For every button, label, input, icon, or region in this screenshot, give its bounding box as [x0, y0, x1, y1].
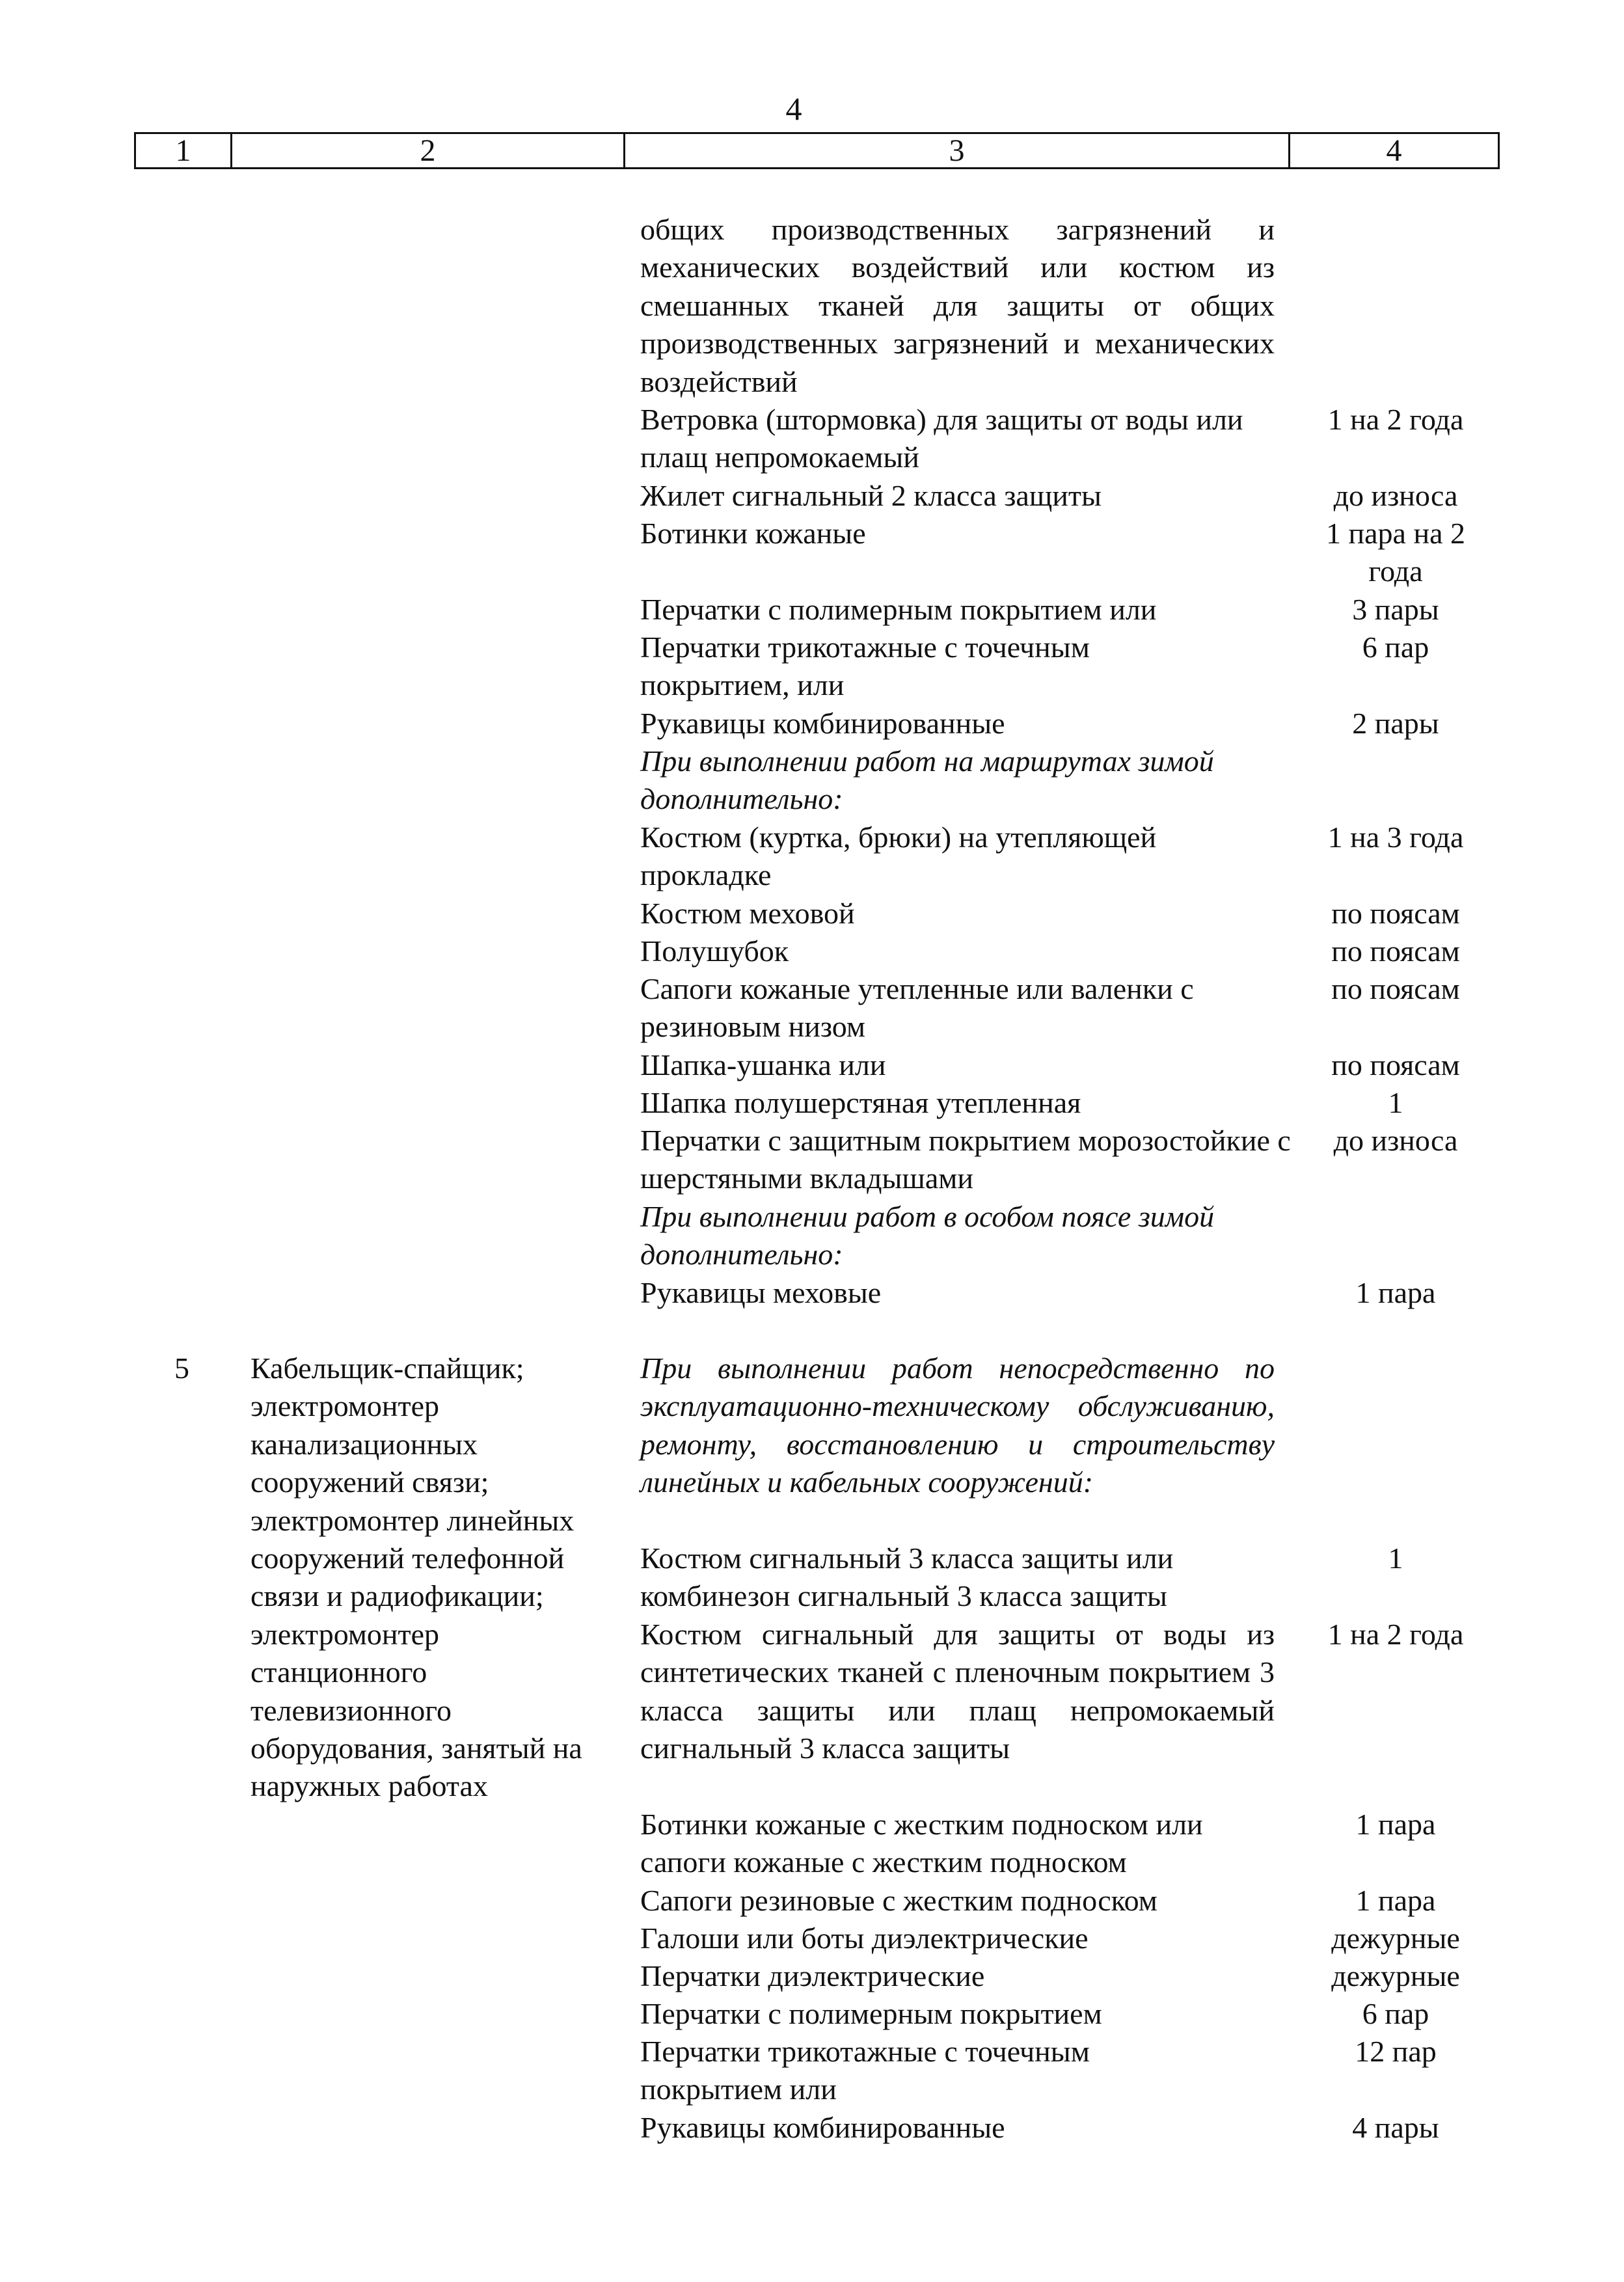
item-name: Перчатки трикотажные с точечным покрытием или — [640, 2035, 1090, 2106]
item-name: Шапка полушерстяная утепленная — [640, 1086, 1081, 1119]
winter-heading: При выполнении работ на маршрутах зимой дополнительно: — [640, 744, 1214, 816]
item-norm: 1 — [1388, 1086, 1403, 1119]
item-norm: 1 — [1388, 1542, 1403, 1575]
page-number: 4 — [785, 90, 802, 127]
item-norm: дежурные — [1331, 1922, 1460, 1955]
item-name: Перчатки с полимерным покрытием или — [640, 593, 1157, 626]
item-norm: 1 пара — [1355, 1276, 1436, 1309]
item-norm: 6 пар — [1362, 1997, 1429, 2030]
item-name: Сапоги резиновые с жестким подноском — [640, 1884, 1157, 1917]
profession-cell: Кабельщик-спайщик; электромонтер канализационных сооружений связи; электромонтер линейных сооружений телефонной связи и радиофикации; электромонтер станционного телевизионного оборудования, занятый на наружных работах — [250, 1352, 582, 1803]
item-name: Сапоги кожаные утепленные или валенки с резиновым низом — [640, 972, 1194, 1044]
item-norm: дежурные — [1331, 1959, 1460, 1992]
row-number: 5 — [174, 1352, 189, 1385]
item-norm: 2 пары — [1352, 707, 1439, 740]
item-name: Перчатки диэлектрические — [640, 1959, 985, 1992]
item-norm: 4 пары — [1352, 2111, 1439, 2144]
item-norm: 1 на 3 года — [1327, 821, 1464, 854]
item-norm: по поясам — [1331, 1048, 1460, 1081]
header-col-3: 3 — [625, 134, 1290, 167]
item-name: Ботинки кожаные — [640, 517, 866, 550]
item-norm: 1 пара на 2 года — [1326, 517, 1465, 588]
item-norm: по поясам — [1331, 934, 1460, 968]
item-norm: по поясам — [1331, 897, 1460, 930]
item-norm: 6 пар — [1362, 631, 1429, 664]
item-norm: 1 на 2 года — [1327, 1618, 1464, 1651]
item-norm: 1 пара — [1355, 1808, 1436, 1841]
item-name: Шапка-ушанка или — [640, 1048, 886, 1081]
item-name: Перчатки с защитным покрытием морозостойкие с шерстяными вкладышами — [640, 1124, 1291, 1195]
table-header-row — [134, 132, 1500, 169]
item-name: Жилет сигнальный 2 класса защиты — [640, 479, 1102, 512]
block1-intro: общих производственных загрязнений и механических воздействий или костюм из смешанных тканей для защиты от общих производственных загрязнений и механических воздействий — [640, 213, 1275, 398]
item-norm: 1 на 2 года — [1327, 403, 1464, 436]
item-name: Костюм (куртка, брюки) на утепляющей прокладке — [640, 821, 1157, 892]
item-name: Костюм сигнальный 3 класса защиты или комбинезон сигнальный 3 класса защиты — [640, 1542, 1174, 1613]
special-heading: При выполнении работ в особом поясе зимой дополнительно: — [640, 1200, 1215, 1271]
item-name: Перчатки трикотажные с точечным покрытием, или — [640, 631, 1090, 702]
item-norm: 3 пары — [1352, 593, 1439, 626]
item-norm: по поясам — [1331, 972, 1460, 1005]
item-name: Рукавицы комбинированные — [640, 2111, 1005, 2144]
item-norm: до износа — [1333, 479, 1458, 512]
item-name: Ботинки кожаные с жестким подноском или сапоги кожаные с жестким подноском — [640, 1808, 1203, 1879]
item-name: Костюм меховой — [640, 897, 855, 930]
item-name: Полушубок — [640, 934, 789, 968]
item-norm: до износа — [1333, 1124, 1458, 1157]
item-name: Рукавицы комбинированные — [640, 707, 1005, 740]
header-col-4: 4 — [1386, 133, 1402, 168]
header-col-1: 1 — [136, 134, 232, 167]
row5-heading: При выполнении работ непосредственно по эксплуатационно-техническому обслуживанию, ремонту, восстановлению и строительству линейных и кабельных сооружений: — [640, 1352, 1275, 1499]
item-name: Галоши или боты диэлектрические — [640, 1922, 1089, 1955]
item-name: Костюм сигнальный для защиты от воды из синтетических тканей с пленочным покрытием 3 класса защиты или плащ непромокаемый сигнальный 3 класса защиты — [640, 1618, 1275, 1765]
item-name: Рукавицы меховые — [640, 1276, 882, 1309]
item-name: Перчатки с полимерным покрытием — [640, 1997, 1102, 2030]
item-norm: 1 пара — [1355, 1884, 1436, 1917]
item-name: Ветровка (штормовка) для защиты от воды или плащ непромокаемый — [640, 403, 1243, 474]
header-col-2: 2 — [232, 134, 625, 167]
item-norm: 12 пар — [1355, 2035, 1437, 2068]
